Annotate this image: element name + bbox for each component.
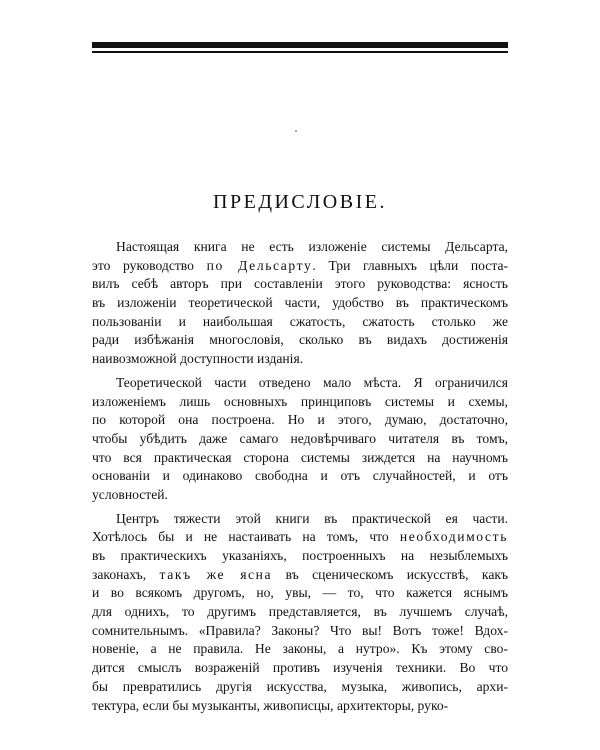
text-segment: и во всякомъ другомъ, но, увы, — то, что кажется яснымъ [92,585,508,601]
paragraph [92,374,508,505]
header-rule-thin [92,51,508,53]
paragraph [92,238,508,369]
text-line [92,313,508,332]
text-segment: Хотѣлось бы и не настаивать на томъ, что [92,529,400,545]
text-line [92,528,508,547]
text-segment: условностей. [92,486,168,502]
spaced-emphasis: по Дельсарту [206,257,313,273]
spaced-emphasis: такъ же ясна [159,566,273,582]
text-segment: это руководство [92,257,207,273]
paper-speck [295,130,297,132]
text-line [92,486,508,505]
text-segment: Центръ тяжести этой книги въ практической ея части. [116,510,508,526]
text-line [92,659,508,678]
text-segment: бы превратились другія искусства, музыка, живопись, архи- [92,678,508,694]
header-rule-thick [92,42,508,48]
text-segment: дится смыслъ возраженій противъ изученія техники. Во что [92,660,508,676]
text-line [92,275,508,294]
page-title: ПРЕДИСЛОВІЕ. [213,191,387,213]
text-segment: новеніе, а не правила. Не законы, а нутро». Къ этому сво- [92,641,508,657]
text-line [92,697,508,716]
text-line [92,510,508,529]
text-line [92,374,508,393]
text-segment: тектура, если бы музыканты, живописцы, архитекторы, руко- [92,697,449,713]
text-line [92,566,508,585]
text-line [92,449,508,468]
text-segment: основаніи и одинаково свободна и отъ случайностей, и отъ [92,468,508,484]
spaced-emphasis: необходимость [399,529,508,545]
text-segment: ради избѣжанія многословія, сколько въ видахъ достиженія [92,332,508,348]
text-segment: наивозможной доступности изданія. [92,351,304,367]
text-segment: Настоящая книга не есть изложеніе системы Дельсарта, [116,239,508,254]
text-line [92,603,508,622]
text-segment: въ изложеніи теоретической части, удобство въ практическомъ [92,295,508,311]
text-line [92,331,508,350]
text-segment: сомнительнымъ. «Правила? Законы? Что вы! Вотъ тоже! Вдох- [92,622,508,638]
text-line [92,584,508,603]
text-segment: изложеніемъ лишь основныхъ принциповъ системы и схемы, [92,393,508,409]
text-line [92,411,508,430]
text-line [92,393,508,412]
text-segment: для однихъ, то другимъ представляется, въ лучшемъ случаѣ, [92,604,508,620]
text-segment: вилъ себѣ авторъ при составленіи этого руководства: ясность [92,276,508,292]
text-segment: въ практическихъ указаніяхъ, построенныхъ на незыблемыхъ [92,548,508,563]
text-segment: Теоретической части отведено мало мѣста. Я ограничился [116,374,508,390]
paragraph [92,510,508,716]
text-line [92,640,508,659]
text-line [92,257,508,276]
text-line [92,467,508,486]
text-segment: по которой она построена. Но и этого, думаю, достаточно, [92,412,508,428]
text-line [92,678,508,697]
text-line [92,430,508,449]
text-segment: . Три главныхъ цѣли поста- [312,257,509,273]
text-segment: чтобы убѣдить даже самаго недовѣрчиваго читателя въ томъ, [92,430,508,446]
text-line [92,622,508,641]
text-segment: что вся практическая сторона системы зиждется на научномъ [92,449,508,465]
text-line [92,350,508,369]
text-segment: въ сценическомъ искусствѣ, какъ [272,566,508,582]
text-segment: законахъ, [92,566,160,582]
text-line [92,294,508,313]
text-line [92,238,508,257]
text-segment: пользованіи и наибольшая сжатость, сжатость столько же [92,313,508,329]
text-line [92,547,508,566]
preface-text [92,238,508,720]
